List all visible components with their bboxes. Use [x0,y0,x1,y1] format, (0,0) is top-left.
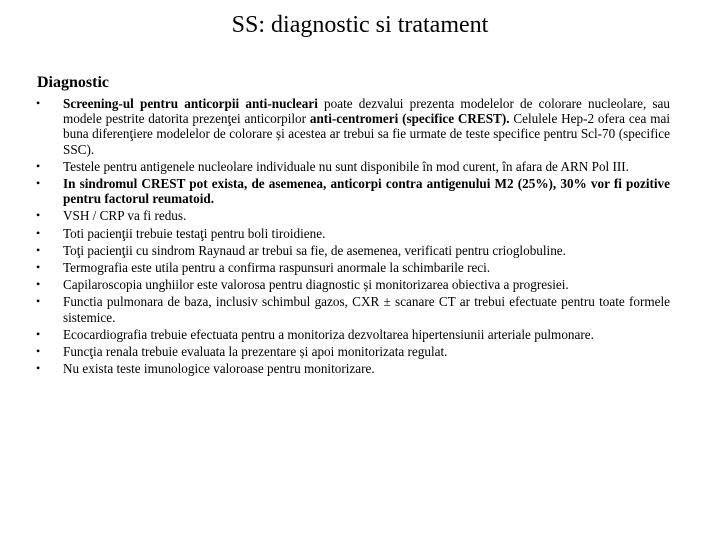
bullet-dot: • [36,260,41,275]
bullet-text-bold: Screening-ul pentru anticorpii anti-nucleari [63,96,318,111]
bullet-dot: • [36,225,41,240]
bullet-text: Ecocardiografia trebuie efectuata pentru a monitoriza dezvoltarea hipertensiunii arteriale pulmonare. [63,326,594,342]
bullet-text: Functia pulmonara de baza, inclusiv schimbul gazos, CXR ± scanare CT ar trebui efectuate pentru toate formele sistemice. [63,294,670,325]
section-heading: Diagnostic [37,74,109,91]
bullet-text: Toti pacienţii trebuie testaţi pentru boli tiroidiene. [63,225,326,241]
bullet-text: Toţi pacienţii cu sindrom Raynaud ar trebui sa fie, de asemenea, verificati pentru crioglobuline. [63,242,566,258]
bullet-text: Celulele Hep-2 ofera cea mai buna diferenţiere modelelor de colorare și acestea ar trebui sa fie urmate de teste specifice pentru Scl-70 (specifice SSC). [63,111,670,157]
slide-title: SS: diagnostic si tratament [231,12,489,38]
bullet-dot: • [36,242,41,257]
bullet-item [36,294,670,324]
bullet-dot: • [36,294,41,309]
bullet-item [36,260,670,275]
bullet-item [36,361,670,376]
bullet-dot: • [36,176,41,191]
bullet-item [36,327,670,342]
bullet-text-bold: In sindromul CREST pot exista, de asemenea, anticorpi contra antigenului M2 (25%), 30% vor fi pozitive pentru factorul reumatoid. [63,176,670,207]
bullet-dot: • [36,344,41,359]
bullet-dot: • [36,208,41,223]
bullet-list [36,96,670,378]
bullet-text-bold: anti-centromeri (specifice CREST). [309,111,510,127]
bullet-text: Termografia este utila pentru a confirma raspunsuri anormale la schimbarile reci. [63,260,491,276]
bullet-text: Funcţia renala trebuie evaluata la prezentare și apoi monitorizata regulat. [63,344,448,360]
bullet-item [36,208,670,223]
bullet-dot: • [36,158,41,173]
bullet-text: poate dezvalui prezenta modelelor de colorare nucleolare, sau modele pestrite datorita prezenţei anticorpilor [63,96,670,127]
bullet-text: Capilaroscopia unghiilor este valorosa pentru diagnostic și monitorizarea obiectiva a progresiei. [63,277,569,293]
bullet-dot: • [36,277,41,292]
bullet-item [36,344,670,359]
bullet-item [36,226,670,241]
bullet-text: Nu exista teste imunologice valoroase pentru monitorizare. [63,361,375,377]
bullet-item [36,277,670,292]
bullet-dot: • [36,361,41,376]
bullet-item [36,159,670,174]
bullet-dot: • [36,326,41,341]
bullet-dot: • [36,96,41,110]
bullet-item [36,176,670,206]
bullet-text: VSH / CRP va fi redus. [63,208,187,224]
bullet-text: Testele pentru antigenele nucleolare individuale nu sunt disponibile în mod curent, în afara de ARN Pol III. [63,158,629,174]
bullet-item [36,243,670,258]
bullet-item [36,96,670,157]
